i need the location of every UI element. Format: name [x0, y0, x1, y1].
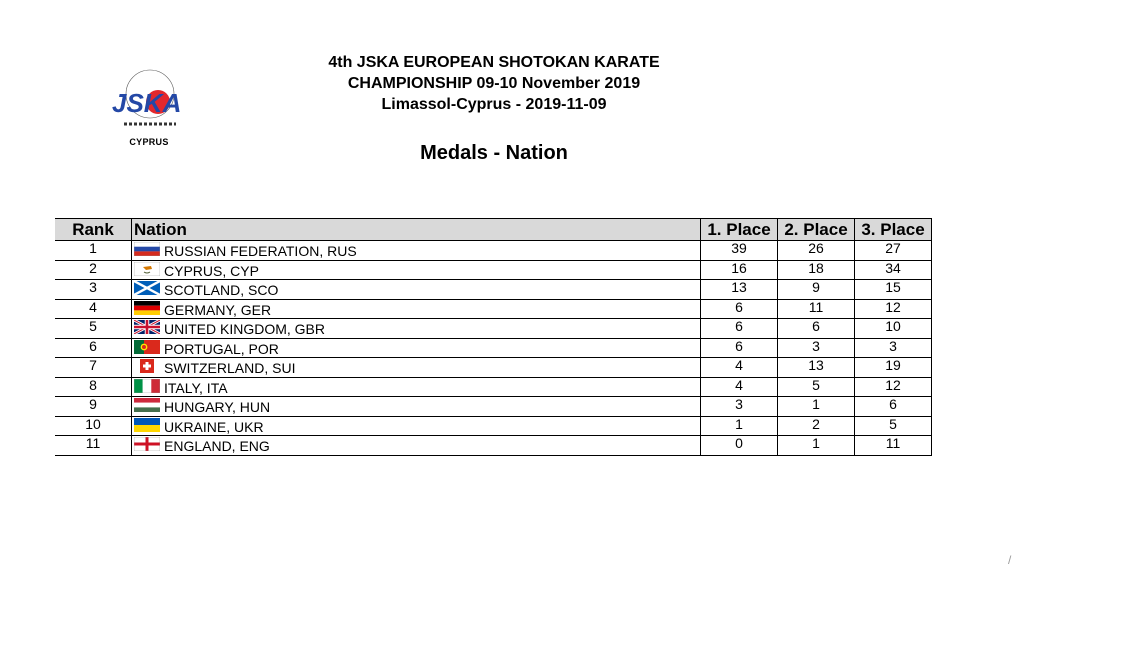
header-nation: Nation	[132, 219, 701, 241]
nation-cell	[132, 377, 701, 397]
table-row	[55, 280, 932, 300]
first-place-cell: 0	[701, 436, 778, 456]
rank-cell: 6	[55, 338, 132, 358]
second-place-cell: 5	[778, 377, 855, 397]
portugal-flag-icon	[134, 340, 160, 354]
first-place-cell: 4	[701, 377, 778, 397]
nation-name: UNITED KINGDOM, GBR	[164, 321, 326, 337]
first-place-cell: 16	[701, 260, 778, 280]
table-row	[55, 260, 932, 280]
uk-flag-icon	[134, 320, 160, 334]
rank-cell: 11	[55, 436, 132, 456]
nation-cell	[132, 416, 701, 436]
nation-name: HUNGARY, HUN	[164, 399, 271, 415]
table-row	[55, 377, 932, 397]
header-second-place: 2. Place	[778, 219, 855, 241]
rank-cell: 1	[55, 241, 132, 261]
first-place-cell: 1	[701, 416, 778, 436]
germany-flag-icon	[134, 301, 160, 315]
rank-cell: 2	[55, 260, 132, 280]
nation-cell	[132, 260, 701, 280]
rank-cell: 3	[55, 280, 132, 300]
third-place-cell: 10	[855, 319, 932, 339]
hungary-flag-icon	[134, 398, 160, 412]
nation-cell	[132, 299, 701, 319]
stray-mark: /	[1008, 553, 1012, 567]
nation-name: ENGLAND, ENG	[164, 438, 270, 454]
rank-cell: 9	[55, 397, 132, 417]
table-row	[55, 319, 932, 339]
nation-cell	[132, 358, 701, 378]
table-row	[55, 436, 932, 456]
second-place-cell: 9	[778, 280, 855, 300]
jska-logo	[104, 64, 194, 154]
third-place-cell: 11	[855, 436, 932, 456]
table-row	[55, 397, 932, 417]
first-place-cell: 6	[701, 299, 778, 319]
logo-text: JSKA	[112, 88, 182, 118]
first-place-cell: 39	[701, 241, 778, 261]
title-line-3: Limassol-Cyprus - 2019-11-09	[381, 96, 607, 113]
page-title	[244, 52, 744, 115]
nation-name: PORTUGAL, POR	[164, 340, 279, 357]
header-first-place: 1. Place	[701, 219, 778, 241]
first-place-cell: 6	[701, 338, 778, 358]
second-place-cell: 2	[778, 416, 855, 436]
second-place-cell: 1	[778, 397, 855, 417]
third-place-cell: 27	[855, 241, 932, 261]
third-place-cell: 5	[855, 416, 932, 436]
cyprus-flag-icon	[134, 262, 160, 276]
second-place-cell: 3	[778, 338, 855, 358]
nation-name: SCOTLAND, SCO	[164, 282, 279, 298]
rank-cell: 10	[55, 416, 132, 436]
first-place-cell: 13	[701, 280, 778, 300]
first-place-cell: 3	[701, 397, 778, 417]
header-third-place: 3. Place	[855, 219, 932, 241]
nation-cell	[132, 436, 701, 456]
nation-cell	[132, 397, 701, 417]
logo-caption: CYPRUS	[129, 137, 169, 147]
header-rank: Rank	[55, 219, 132, 241]
nation-name: RUSSIAN FEDERATION, RUS	[164, 243, 357, 259]
rank-cell: 8	[55, 377, 132, 397]
nation-cell	[132, 241, 701, 261]
third-place-cell: 15	[855, 280, 932, 300]
second-place-cell: 26	[778, 241, 855, 261]
title-line-1: 4th JSKA EUROPEAN SHOTOKAN KARATE	[328, 54, 660, 71]
first-place-cell: 6	[701, 319, 778, 339]
table-row	[55, 299, 932, 319]
table-row	[55, 241, 932, 261]
third-place-cell: 34	[855, 260, 932, 280]
table-row	[55, 338, 932, 358]
rank-cell: 5	[55, 319, 132, 339]
title-line-2: CHAMPIONSHIP 09-10 November 2019	[347, 75, 641, 92]
nation-cell	[132, 319, 701, 339]
medals-table	[55, 218, 932, 456]
nation-name: SWITZERLAND, SUI	[164, 360, 296, 376]
nation-name: GERMANY, GER	[164, 301, 272, 318]
rank-cell: 4	[55, 299, 132, 319]
first-place-cell: 4	[701, 358, 778, 378]
third-place-cell: 12	[855, 377, 932, 397]
nation-cell	[132, 280, 701, 300]
second-place-cell: 18	[778, 260, 855, 280]
nation-cell	[132, 338, 701, 358]
nation-name: ITALY, ITA	[164, 379, 228, 396]
third-place-cell: 12	[855, 299, 932, 319]
table-header-row	[55, 219, 932, 241]
second-place-cell: 6	[778, 319, 855, 339]
nation-name: CYPRUS, CYP	[164, 262, 259, 279]
scotland-flag-icon	[134, 281, 160, 295]
rank-cell: 7	[55, 358, 132, 378]
russia-flag-icon	[134, 242, 160, 256]
table-row	[55, 416, 932, 436]
third-place-cell: 3	[855, 338, 932, 358]
page-subtitle: Medals - Nation	[420, 142, 568, 164]
third-place-cell: 6	[855, 397, 932, 417]
nation-name: UKRAINE, UKR	[164, 418, 264, 435]
second-place-cell: 1	[778, 436, 855, 456]
second-place-cell: 11	[778, 299, 855, 319]
switzerland-flag-icon	[134, 359, 160, 373]
third-place-cell: 19	[855, 358, 932, 378]
table-row	[55, 358, 932, 378]
second-place-cell: 13	[778, 358, 855, 378]
england-flag-icon	[134, 437, 160, 451]
italy-flag-icon	[134, 379, 160, 393]
ukraine-flag-icon	[134, 418, 160, 432]
